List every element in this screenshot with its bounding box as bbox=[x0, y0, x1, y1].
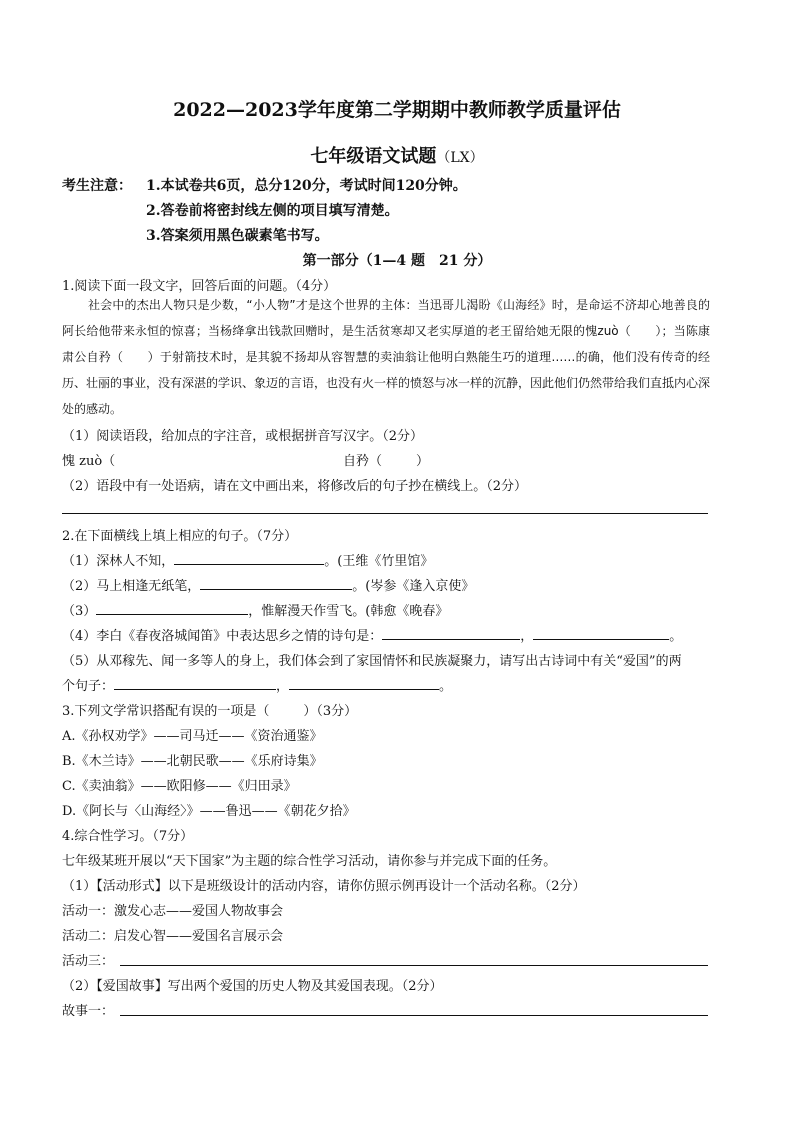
note-item-1: 1.本试卷共6页，总分120分，考试时间120分钟。 bbox=[146, 178, 467, 194]
q1-sub1-answer-a bbox=[62, 450, 125, 469]
q1-sub1: （1）阅读语段，给加点的字注音，或根据拼音写汉字。（2分） bbox=[62, 429, 424, 444]
q4-intro: 七年级某班开展以“天下国家”为主题的综合性学习活动，请你参与并完成下面的任务。 bbox=[62, 854, 557, 869]
q2-line-1 bbox=[62, 550, 433, 569]
q2-line-2 bbox=[62, 575, 474, 594]
q2-stem: 2.在下面横线上填上相应的句子。（7分） bbox=[62, 529, 298, 544]
q3-stem bbox=[62, 700, 357, 719]
q1-stem: 1.阅读下面一段文字，回答后面的问题。（4分） bbox=[62, 279, 337, 294]
q2-blank-4a[interactable] bbox=[382, 625, 520, 640]
q2-line-6 bbox=[62, 675, 452, 694]
exam-title: 2022—2023学年度第二学期期中教师教学质量评估 bbox=[173, 99, 621, 121]
subtitle-main: 七年级语文试题 bbox=[310, 146, 437, 167]
q1-answer-line[interactable] bbox=[62, 513, 708, 514]
q2-l6-post: 。 bbox=[439, 679, 453, 694]
q4-sub2: （2）【爱国故事】写出两个爱国的历史人物及其爱国表现。（2分） bbox=[62, 979, 443, 994]
notes-label: 考生注意： bbox=[62, 178, 132, 194]
q1-passage: 社会中的杰出人物只是少数，“小人物”才是这个世界的主体：当迅哥儿渴盼《山海经》时，是命运不济却心地善良的阿长给他带来永恒的惊喜；当杨绛拿出钱款回赠时，是生活贫寒却又老实厚道的老王留给她无限的愧zuò（ ）；当陈康肃公自矜（ ）于射箭技术时，是其貌不扬却从容智慧的卖油翁让他明白熟能生巧的道理……的确，他们没有传奇的经历、壮丽的事业，没有深湛的学识、象迈的言语，也没有火一样的愤怒与冰一样的沉静，因此他们仍然带给我们直抵内心深处的感动。 bbox=[62, 298, 711, 416]
q2-l4-mid: ， bbox=[520, 629, 534, 644]
q2-l3-pre: （3） bbox=[62, 604, 97, 619]
q2-blank-3[interactable] bbox=[96, 600, 248, 615]
q4-story-1-line[interactable] bbox=[120, 1015, 708, 1016]
q2-l2-pre: （2）马上相逢无纸笔， bbox=[62, 579, 201, 594]
q2-l4-pre: （4）李白《春夜洛城闻笛》中表达思乡之情的诗句是： bbox=[62, 629, 383, 644]
q4-activity-3-line[interactable] bbox=[120, 965, 708, 966]
q3-stem-post: ）（3分） bbox=[303, 704, 358, 719]
q3-stem-pre: 3.下列文学常识搭配有误的一项是（ bbox=[62, 704, 270, 719]
q1-paren-b-end: ） bbox=[416, 454, 430, 469]
q2-blank-1[interactable] bbox=[174, 550, 324, 565]
q2-l2-post: 。(岑参《逢入京使》 bbox=[352, 579, 475, 594]
note-item-2: 2.答卷前将密封线左侧的项目填写清楚。 bbox=[146, 203, 399, 219]
q2-l3-post: ，惟解漫天作雪飞。(韩愈《晚春》 bbox=[248, 604, 449, 619]
q1-sub2: （2）语段中有一处语病，请在文中画出来，将修改后的句子抄在横线上。（2分） bbox=[62, 479, 528, 494]
q3-option-c: C.《卖油翁》——欧阳修——《归田录》 bbox=[62, 779, 297, 794]
q2-l6-pre: 个句子： bbox=[62, 679, 115, 694]
q4-activity-1: 活动一：激发心志——爱国人物故事会 bbox=[62, 904, 284, 919]
q1-label-b: 自矜（ bbox=[343, 454, 383, 469]
q2-line-5: （5）从邓稼先、闻一多等人的身上，我们体会到了家国情怀和民族凝聚力，请写出古诗词中有关“爱国”的两 bbox=[62, 654, 682, 669]
q1-sub1-answer-b bbox=[343, 450, 429, 469]
q4-story-1-label: 故事一： bbox=[62, 1004, 115, 1019]
q2-blank-5a[interactable] bbox=[114, 675, 276, 690]
q2-l1-post: 。(王维《竹里馆》 bbox=[324, 554, 434, 569]
q2-line-4 bbox=[62, 625, 682, 644]
q2-line-3 bbox=[62, 600, 448, 619]
q2-blank-2[interactable] bbox=[200, 575, 352, 590]
subtitle-code: （LX） bbox=[436, 150, 484, 166]
q2-l6-mid: ， bbox=[276, 679, 290, 694]
q4-sub1: （1）【活动形式】以下是班级设计的活动内容，请你仿照示例再设计一个活动名称。（2分） bbox=[62, 879, 586, 894]
q2-blank-5b[interactable] bbox=[289, 675, 439, 690]
q1-label-a: 愧 zuò（ bbox=[62, 454, 116, 469]
q2-blank-4b[interactable] bbox=[533, 625, 669, 640]
exam-subtitle bbox=[0, 142, 794, 168]
q3-option-a: A.《孙权劝学》——司马迁——《资治通鉴》 bbox=[62, 729, 323, 744]
q2-l4-post: 。 bbox=[669, 629, 683, 644]
part1-heading: 第一部分（1—4 题 21 分） bbox=[302, 253, 492, 269]
q4-stem: 4.综合性学习。（7分） bbox=[62, 829, 194, 844]
q4-activity-2: 活动二：启发心智——爱国名言展示会 bbox=[62, 929, 284, 944]
note-item-3: 3.答案须用黑色碳素笔书写。 bbox=[146, 228, 329, 244]
q4-activity-3-label: 活动三： bbox=[62, 954, 115, 969]
q3-option-b: B.《木兰诗》——北朝民歌——《乐府诗集》 bbox=[62, 754, 323, 769]
q3-option-d: D.《阿长与〈山海经〉》——鲁迅——《朝花夕拾》 bbox=[62, 804, 356, 819]
q2-l1-pre: （1）深林人不知， bbox=[62, 554, 175, 569]
